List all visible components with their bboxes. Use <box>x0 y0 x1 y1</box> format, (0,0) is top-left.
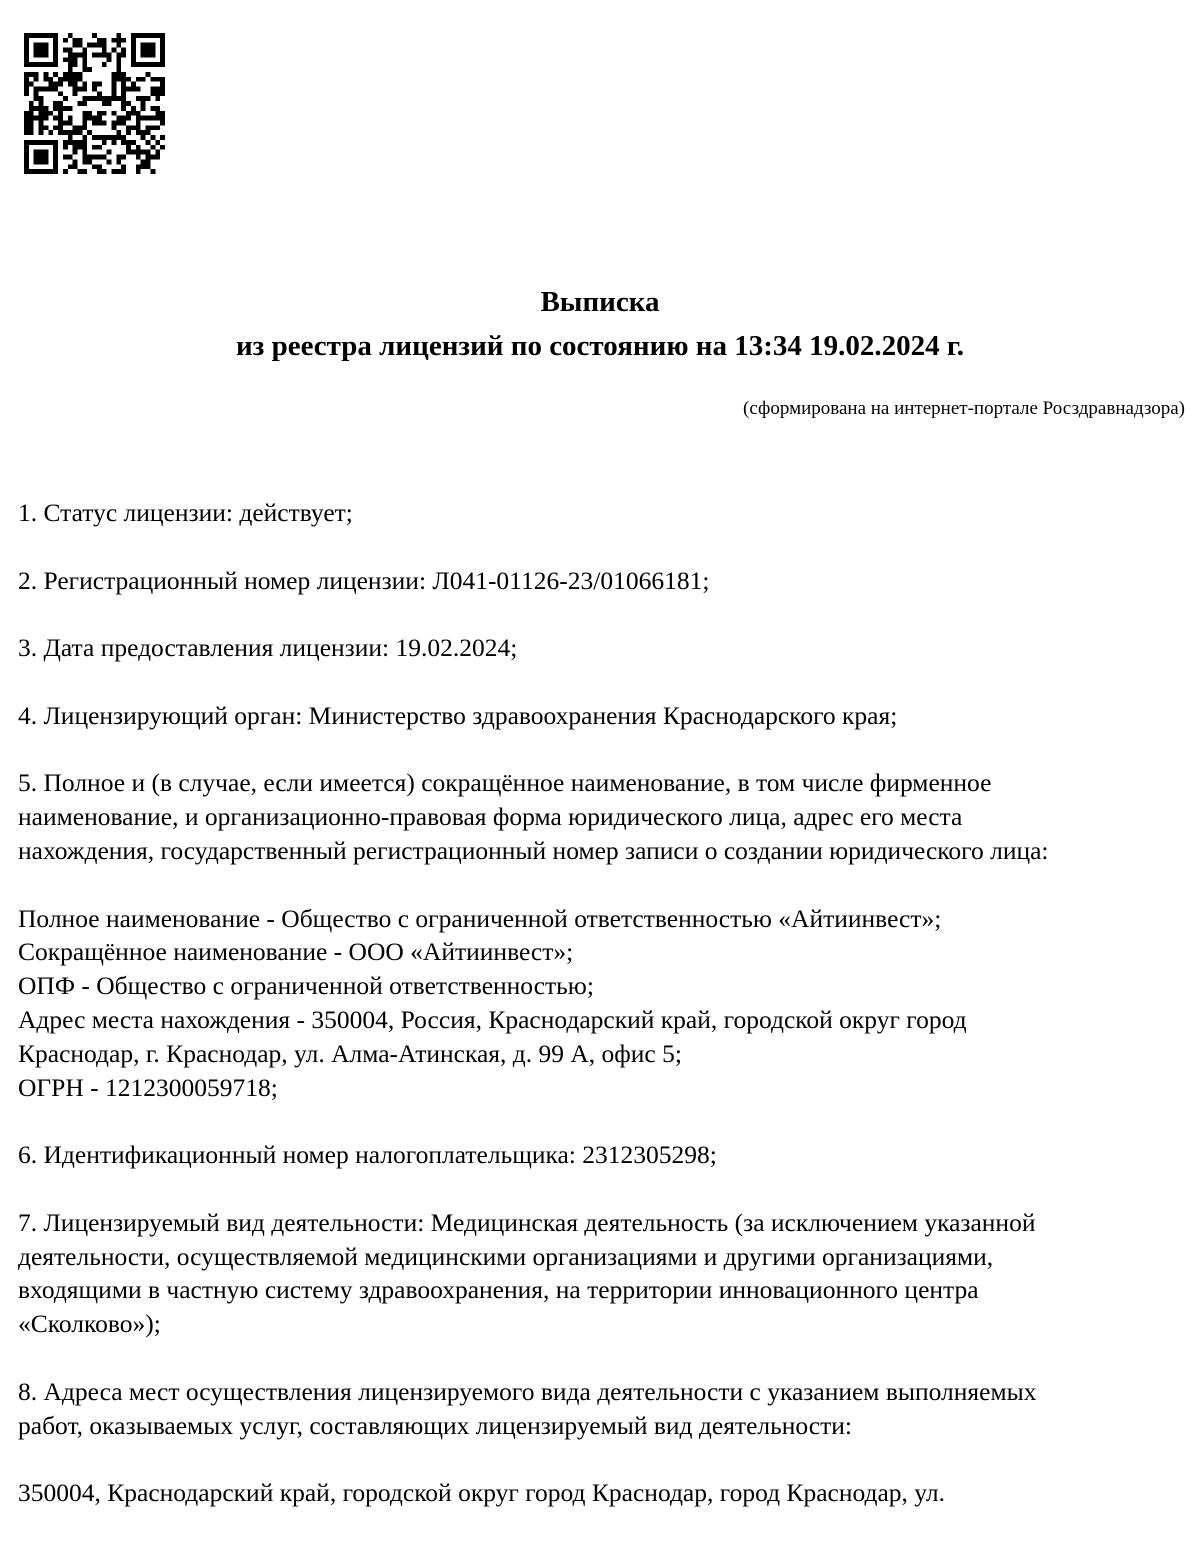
text-line: Сокращённое наименование - ООО «Айтиинвест»; <box>18 937 574 967</box>
text-line: Краснодар, г. Краснодар, ул. Алма-Атинская, д. 99 А, офис 5; <box>18 1038 682 1068</box>
text-line: 4. Лицензирующий орган: Министерство здравоохранения Краснодарского края; <box>18 700 898 730</box>
blank-line <box>18 733 1188 767</box>
text-line: наименование, и организационно-правовая форма юридического лица, адрес его места <box>18 802 963 832</box>
blank-line <box>18 530 1188 564</box>
text-line: 8. Адреса мест осуществления лицензируемого вида деятельности с указанием выполняемых <box>18 1376 1037 1406</box>
document-title: Выписка <box>540 286 660 318</box>
paragraph-7 <box>18 1138 1188 1172</box>
paragraph-6 <box>18 902 1188 1105</box>
paragraph-1 <box>18 496 1188 530</box>
blank-line <box>18 1442 1188 1476</box>
text-line: деятельности, осуществляемой медицинскими организациями и другими организациями, <box>18 1241 994 1271</box>
document-body <box>18 496 1188 1510</box>
blank-line <box>18 1104 1188 1138</box>
blank-line <box>18 1341 1188 1375</box>
blank-line <box>18 665 1188 699</box>
paragraph-5 <box>18 766 1188 867</box>
blank-line <box>18 597 1188 631</box>
text-line: 2. Регистрационный номер лицензии: Л041-01126-23/01066181; <box>18 565 710 595</box>
text-line: ОПФ - Общество с ограниченной ответственностью; <box>18 971 594 1001</box>
blank-line <box>18 1172 1188 1206</box>
text-line: ОГРН - 1212300059718; <box>18 1072 278 1102</box>
blank-line <box>18 868 1188 902</box>
text-line: 6. Идентификационный номер налогоплательщика: 2312305298; <box>18 1140 717 1170</box>
text-line: 5. Полное и (в случае, если имеется) сокращённое наименование, в том числе фирменное <box>18 768 992 798</box>
paragraph-2 <box>18 564 1188 598</box>
text-line: 350004, Краснодарский край, городской округ город Краснодар, город Краснодар, ул. <box>18 1478 946 1508</box>
text-line: 1. Статус лицензии: действует; <box>18 498 353 527</box>
text-line: нахождения, государственный регистрационный номер записи о создании юридического лица: <box>18 835 1049 865</box>
text-line: 3. Дата предоставления лицензии: 19.02.2024; <box>18 633 518 663</box>
paragraph-3 <box>18 631 1188 665</box>
paragraph-10 <box>18 1476 1188 1510</box>
paragraph-4 <box>18 699 1188 733</box>
paragraph-8 <box>18 1206 1188 1341</box>
text-line: входящими в частную систему здравоохранения, на территории инновационного центра <box>18 1275 979 1305</box>
text-line: работ, оказываемых услуг, составляющих лицензируемый вид деятельности: <box>18 1410 852 1440</box>
text-line: 7. Лицензируемый вид деятельности: Медицинская деятельность (за исключением указанной <box>18 1207 1036 1237</box>
qr-code-icon <box>24 33 165 174</box>
document-subtitle: (сформирована на интернет-портале Росздравнадзора) <box>743 398 1185 419</box>
text-line: Полное наименование - Общество с ограниченной ответственностью «Айтиинвест»; <box>18 903 942 933</box>
text-line: «Сколково»); <box>18 1309 161 1339</box>
text-line: Адрес места нахождения - 350004, Россия, Краснодарский край, городской округ город <box>18 1004 967 1034</box>
paragraph-9 <box>18 1375 1188 1443</box>
document-title-line2: из реестра лицензий по состоянию на 13:34 19.02.2024 г. <box>235 330 965 362</box>
